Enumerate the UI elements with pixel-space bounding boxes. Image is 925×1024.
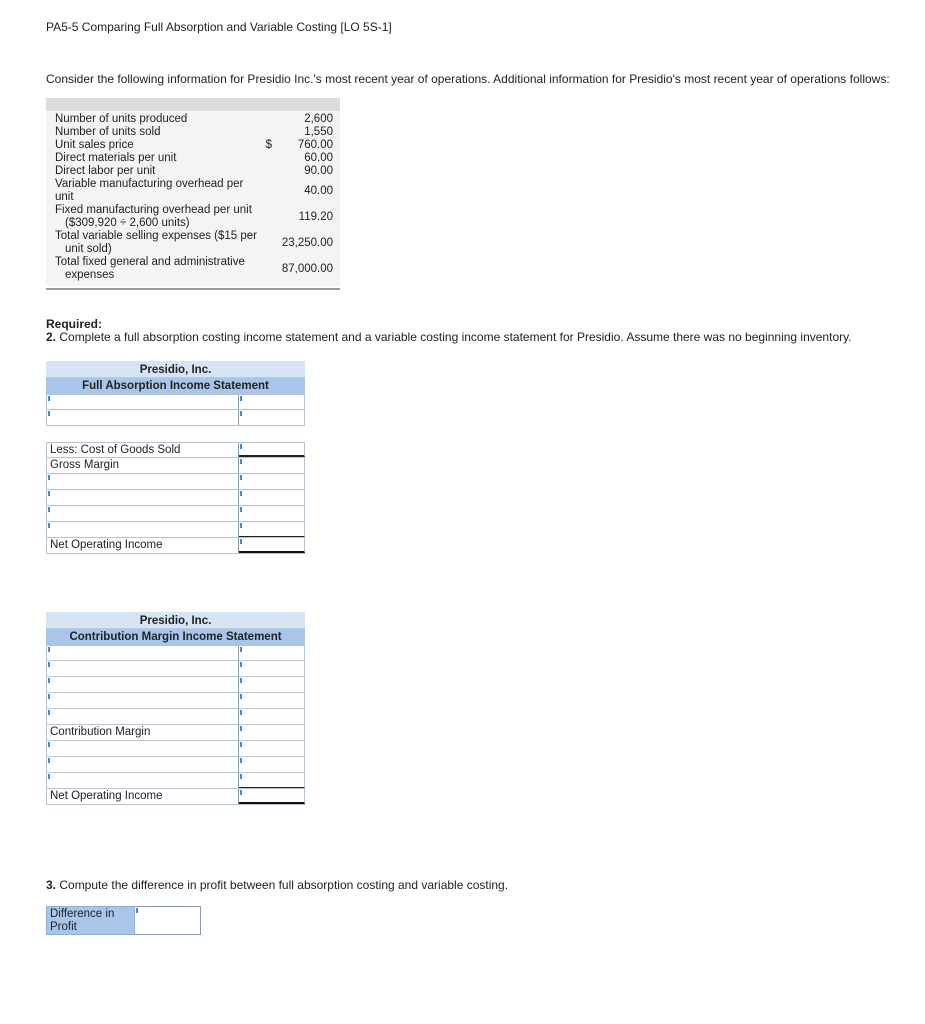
info-label: Variable manufacturing overhead per — [55, 178, 244, 190]
info-label: Number of units produced — [55, 113, 188, 125]
statement-row — [46, 645, 305, 661]
noi-amount-input[interactable] — [239, 538, 305, 553]
required-number: 2. — [46, 330, 57, 344]
line-item-input[interactable] — [46, 506, 239, 521]
info-label-cont: unit sold) — [65, 243, 112, 255]
statement-row — [46, 442, 305, 458]
info-currency — [258, 204, 278, 230]
amount-input[interactable] — [239, 395, 305, 409]
amount-input[interactable] — [239, 522, 305, 537]
info-value: 40.00 — [304, 184, 333, 197]
info-currency — [258, 230, 278, 256]
info-row — [46, 256, 340, 282]
spacer — [239, 426, 305, 442]
full-absorption-statement — [46, 361, 305, 554]
statement-row — [46, 741, 305, 757]
amount-input[interactable] — [239, 506, 305, 521]
info-label-cont: expenses — [65, 269, 115, 281]
contribution-margin-amount-input[interactable] — [239, 725, 305, 740]
line-item-input[interactable] — [46, 646, 239, 660]
info-value: 87,000.00 — [281, 262, 333, 275]
info-label-cont: ($309,920 ÷ 2,600 units) — [65, 217, 190, 229]
statement-header — [46, 361, 305, 394]
info-divider — [46, 288, 340, 290]
spacer-row — [46, 426, 305, 442]
info-currency — [258, 165, 278, 178]
statement-row — [46, 661, 305, 677]
gross-margin-amount-input[interactable] — [239, 458, 305, 473]
statement-header — [46, 612, 305, 645]
noi-amount-input[interactable] — [239, 789, 305, 804]
difference-input[interactable] — [135, 906, 201, 935]
noi-label: Net Operating Income — [46, 789, 239, 804]
statement-row — [46, 725, 305, 741]
statement-row — [46, 394, 305, 410]
line-item-input[interactable] — [46, 661, 239, 676]
info-row — [46, 204, 340, 230]
gross-margin-label: Gross Margin — [46, 458, 239, 473]
noi-label: Net Operating Income — [46, 538, 239, 553]
statement-row — [46, 522, 305, 538]
spacer — [46, 426, 239, 442]
required-body: Complete a full absorption costing income statement and a variable costing income statement for Presidio. Assume there was no beginning inventory. — [56, 330, 852, 344]
line-item-input[interactable] — [46, 677, 239, 692]
amount-input[interactable] — [239, 490, 305, 505]
amount-input[interactable] — [239, 741, 305, 756]
info-currency — [258, 256, 278, 282]
info-currency: $ — [265, 139, 272, 151]
line-item-input[interactable] — [46, 773, 239, 788]
statement-row — [46, 757, 305, 773]
amount-input[interactable] — [239, 410, 305, 425]
info-currency — [258, 126, 278, 139]
required-heading: Required: — [46, 317, 103, 331]
amount-input[interactable] — [239, 661, 305, 676]
statement-row — [46, 677, 305, 693]
amount-input[interactable] — [239, 773, 305, 788]
info-value: 23,250.00 — [281, 236, 333, 249]
amount-input[interactable] — [239, 693, 305, 708]
line-item-input[interactable] — [46, 709, 239, 724]
info-row — [46, 230, 340, 256]
info-row — [46, 178, 340, 204]
info-label: Total fixed general and administrative — [55, 256, 245, 268]
company-name: Presidio, Inc. — [139, 364, 212, 376]
info-value: 1,550 — [304, 126, 333, 138]
info-row — [46, 165, 340, 178]
info-value: 90.00 — [304, 165, 333, 177]
cogs-label: Less: Cost of Goods Sold — [46, 443, 239, 457]
line-item-input[interactable] — [46, 474, 239, 489]
required-text — [46, 330, 852, 344]
line-item-input[interactable] — [46, 757, 239, 772]
info-row — [46, 139, 340, 152]
info-table — [46, 98, 340, 290]
company-name: Presidio, Inc. — [139, 615, 212, 627]
info-row — [46, 152, 340, 165]
question-3 — [46, 878, 508, 892]
info-label: Direct materials per unit — [55, 152, 177, 164]
amount-input[interactable] — [239, 677, 305, 692]
statement-row — [46, 410, 305, 426]
info-value: 119.20 — [298, 210, 333, 223]
page-title: PA5-5 Comparing Full Absorption and Variable Costing [LO 5S-1] — [46, 20, 392, 34]
statement-row — [46, 693, 305, 709]
contribution-margin-statement — [46, 612, 305, 805]
info-label-cont: unit — [55, 191, 74, 203]
statement-row — [46, 474, 305, 490]
amount-input[interactable] — [239, 474, 305, 489]
line-item-input[interactable] — [46, 410, 239, 425]
statement-title: Full Absorption Income Statement — [46, 377, 305, 394]
difference-in-profit — [46, 906, 201, 935]
statement-row — [46, 490, 305, 506]
statement-row — [46, 789, 305, 805]
line-item-input[interactable] — [46, 395, 239, 409]
statement-row — [46, 773, 305, 789]
line-item-input[interactable] — [46, 490, 239, 505]
info-label: Fixed manufacturing overhead per unit — [55, 204, 252, 216]
info-value: 2,600 — [304, 113, 333, 125]
line-item-input[interactable] — [46, 693, 239, 708]
statement-row — [46, 458, 305, 474]
info-currency — [258, 178, 278, 204]
cogs-amount-input[interactable] — [239, 443, 305, 457]
info-label: Total variable selling expenses ($15 per — [55, 230, 258, 242]
info-value: 60.00 — [304, 152, 333, 164]
statement-row — [46, 538, 305, 554]
info-label: Number of units sold — [55, 126, 161, 138]
statement-row — [46, 506, 305, 522]
info-row — [46, 126, 340, 139]
contribution-margin-label: Contribution Margin — [46, 725, 239, 740]
amount-input[interactable] — [239, 709, 305, 724]
amount-input[interactable] — [239, 646, 305, 660]
info-value: 760.00 — [297, 139, 333, 151]
info-currency — [258, 113, 278, 126]
line-item-input[interactable] — [46, 741, 239, 756]
line-item-input[interactable] — [46, 522, 239, 537]
info-label: Unit sales price — [55, 139, 134, 151]
amount-input[interactable] — [239, 757, 305, 772]
info-table-header — [46, 98, 340, 111]
difference-label: Difference in Profit — [46, 906, 135, 935]
info-row — [46, 111, 340, 126]
info-label: Direct labor per unit — [55, 165, 156, 177]
statement-title: Contribution Margin Income Statement — [46, 628, 305, 645]
question-3-number: 3. — [46, 878, 57, 892]
intro-text: Consider the following information for Presidio Inc.'s most recent year of operations. Additional information for Presidio's most recent year of operations follows: — [46, 72, 890, 86]
question-3-text: Compute the difference in profit between full absorption costing and variable costing. — [56, 878, 509, 892]
info-currency — [258, 152, 278, 165]
statement-row — [46, 709, 305, 725]
